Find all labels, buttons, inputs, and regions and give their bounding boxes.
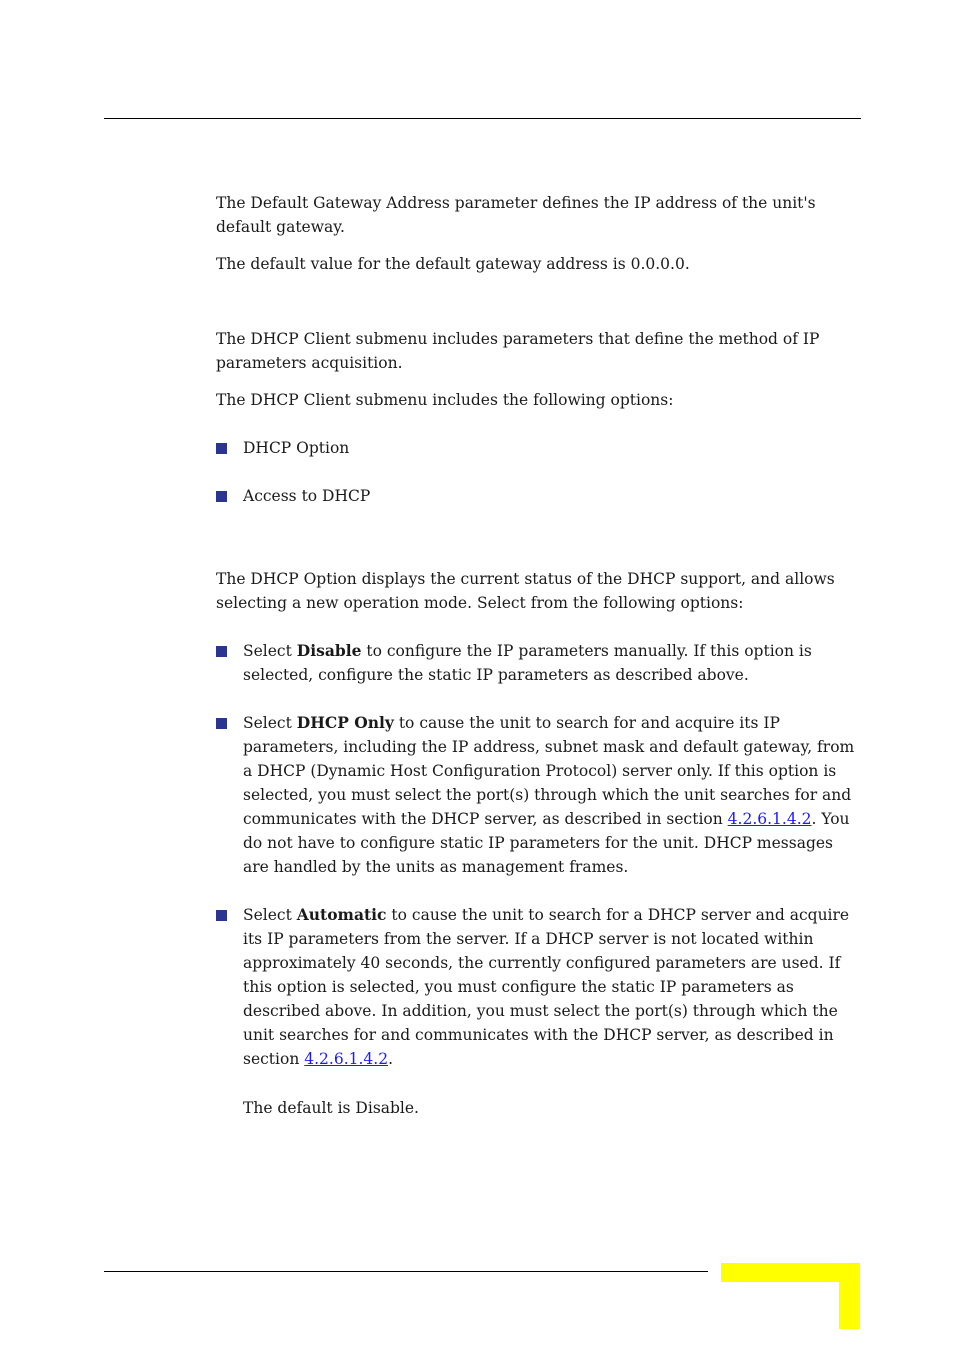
default-note: The default is Disable. — [243, 1099, 419, 1117]
list-item-label: Access to DHCP — [243, 487, 371, 505]
header-rule — [104, 118, 861, 119]
section-link[interactable]: 4.2.6.1.4.2 — [304, 1050, 389, 1068]
dhcp-only-option-text: Select DHCP Only to cause the unit to search for and acquire its IP parameters, including the IP address, subnet mask and default gateway, from a DHCP (Dynamic Host Configuration Protocol) server only. If this option is selected, you must select the port(s) through which the unit searches for and communicates with the DHCP server, as described in section 4.2.6.1.4.2. You do not have to configure static IP parameters for the unit. DHCP messages are handled by the units as management frames. — [243, 713, 855, 876]
gateway-default-value: The default value for the default gateway address is 0.0.0.0. — [216, 255, 690, 273]
square-bullet-icon — [216, 491, 227, 502]
square-bullet-icon — [216, 443, 227, 454]
automatic-option-text: Select Automatic to cause the unit to search for a DHCP server and acquire its IP parameters from the server. If a DHCP server is not located within approximately 40 seconds, the currently configured parameters are used. If this option is selected, you must configure the static IP parameters as described above. In addition, you must select the port(s) through which the unit searches for and communicates with the DHCP server, as described in section 4.2.6.1.4.2. — [243, 905, 850, 1068]
dhcp-client-description: The DHCP Client submenu includes parameters that define the method of IP parameters acquisition. — [216, 330, 820, 372]
disable-keyword: Disable — [296, 641, 362, 660]
page-tab-marker-edge — [839, 1263, 860, 1329]
automatic-keyword: Automatic — [296, 905, 387, 924]
gateway-description: The Default Gateway Address parameter defines the IP address of the unit's default gateway. — [216, 194, 816, 236]
square-bullet-icon — [216, 718, 227, 729]
square-bullet-icon — [216, 646, 227, 657]
square-bullet-icon — [216, 910, 227, 921]
dhcp-client-options-intro: The DHCP Client submenu includes the following options: — [216, 391, 674, 409]
section-link[interactable]: 4.2.6.1.4.2 — [727, 810, 812, 828]
list-item-label: DHCP Option — [243, 439, 350, 457]
dhcp-only-keyword: DHCP Only — [296, 713, 394, 732]
disable-option-text: Select Disable to configure the IP parameters manually. If this option is selected, configure the static IP parameters as described above. — [243, 641, 812, 684]
footer-rule — [104, 1271, 708, 1272]
dhcp-option-intro: The DHCP Option displays the current status of the DHCP support, and allows selecting a new operation mode. Select from the following options: — [216, 570, 835, 612]
